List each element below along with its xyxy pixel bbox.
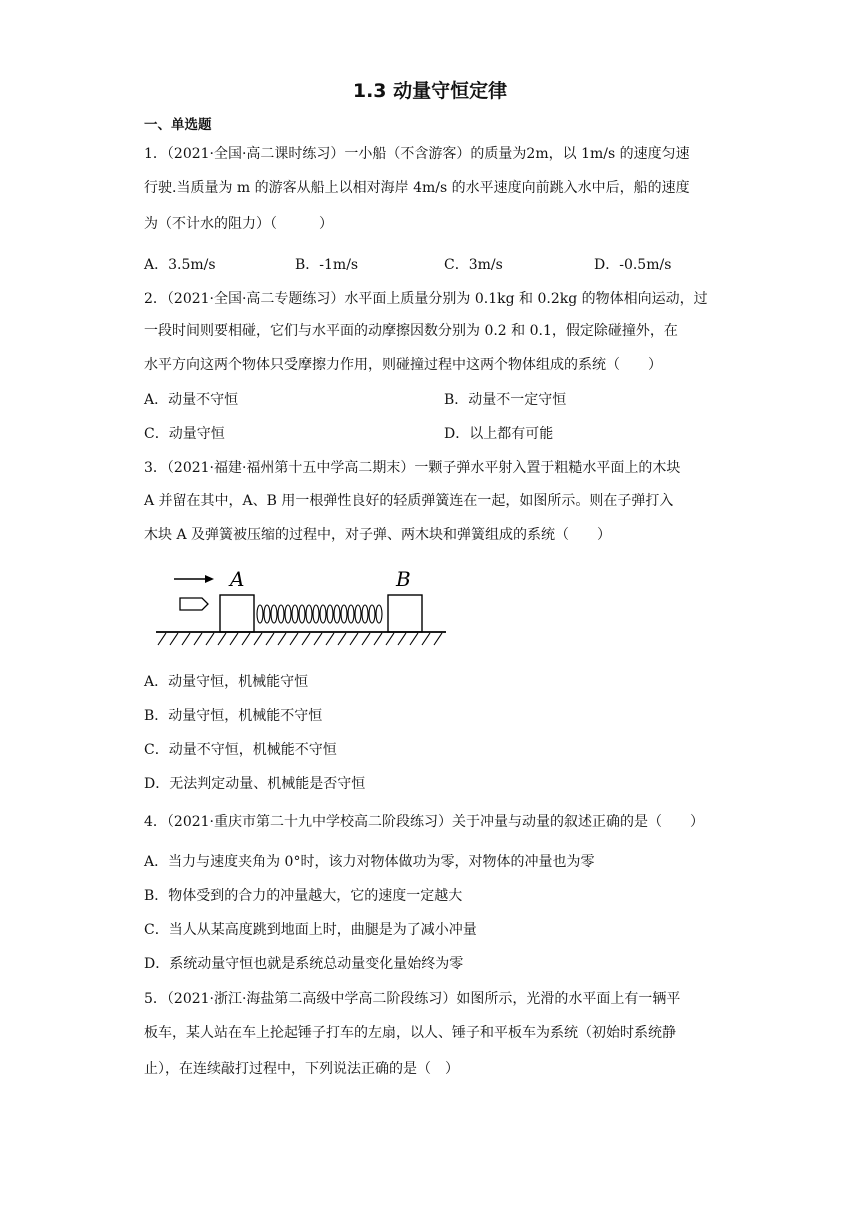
q2-line-3: 水平方向这两个物体只受摩擦力作用，则碰撞过程中这两个物体组成的系统（ ） (144, 357, 662, 373)
block-b (388, 595, 422, 632)
q1-line-2: 行驶.当质量为 m 的游客从船上以相对海岸 4m/s 的水平速度向前跳入水中后，船的速度 (144, 180, 690, 196)
q4-line-1: 4．（2021·重庆市第二十九中学校高二阶段练习）关于冲量与动量的叙述正确的是（ ） (144, 814, 704, 830)
q3-option-c: C．动量不守恒，机械能不守恒 (144, 742, 337, 758)
q1-line-3: 为（不计水的阻力）（ ） (144, 216, 333, 232)
q3-line-3: 木块 A 及弹簧被压缩的过程中，对子弹、两木块和弹簧组成的系统（ ） (144, 527, 612, 543)
ground-hatching (158, 633, 442, 645)
q5-line-3: 止），在连续敲打过程中，下列说法正确的是（ ） (144, 1061, 459, 1077)
bullet-shape (180, 598, 208, 610)
q2-line-1: 2．（2021·全国·高二专题练习）水平面上质量分别为 0.1kg 和 0.2kg 的物体相向运动，过 (144, 291, 708, 307)
q1-option-b: B．-1m/s (295, 257, 359, 273)
q2-option-a: A．动量不守恒 (144, 392, 239, 408)
spring-coil (257, 605, 382, 623)
q1-option-c: C．3m/s (444, 257, 503, 273)
q4-option-d: D．系统动量守恒也就是系统总动量变化量始终为零 (144, 956, 464, 972)
section-heading: 一、单选题 (144, 117, 212, 133)
spring-blocks-figure (152, 566, 452, 652)
q3-line-2: A 并留在其中，A、B 用一根弹性良好的轻质弹簧连在一起，如图所示。则在子弹打入 (144, 493, 674, 509)
block-a-label: A (230, 567, 245, 591)
q3-option-b: B．动量守恒，机械能不守恒 (144, 708, 323, 724)
q2-option-b: B．动量不一定守恒 (444, 392, 567, 408)
q1-option-d: D．-0.5m/s (594, 257, 672, 273)
q2-option-c: C．动量守恒 (144, 426, 225, 442)
page-title: 1.3 动量守恒定律 (352, 80, 508, 102)
arrow-head-icon (205, 575, 214, 583)
q3-option-a: A．动量守恒，机械能守恒 (144, 674, 309, 690)
q2-option-d: D．以上都有可能 (444, 426, 554, 442)
q2-line-2: 一段时间则要相碰，它们与水平面的动摩擦因数分别为 0.2 和 0.1，假定除碰撞外，在 (144, 323, 678, 339)
q1-option-a: A．3.5m/s (144, 257, 216, 273)
block-a (220, 595, 254, 632)
q1-line-1: 1．（2021·全国·高二课时练习）一小船（不含游客）的质量为2m，以 1m/s 的速度匀速 (144, 146, 690, 162)
block-b-label: B (396, 567, 411, 591)
q5-line-2: 板车，某人站在车上抡起锤子打车的左扇，以人、锤子和平板车为系统（初始时系统静 (144, 1025, 676, 1041)
q4-option-a: A．当力与速度夹角为 0°时，该力对物体做功为零，对物体的冲量也为零 (144, 854, 595, 870)
q3-option-d: D．无法判定动量、机械能是否守恒 (144, 776, 366, 792)
q5-line-1: 5．（2021·浙江·海盐第二高级中学高二阶段练习）如图所示，光滑的水平面上有一辆平 (144, 991, 681, 1007)
q3-line-1: 3．（2021·福建·福州第十五中学高二期末）一颗子弹水平射入置于粗糙水平面上的木块 (144, 460, 681, 476)
q4-option-b: B．物体受到的合力的冲量越大，它的速度一定越大 (144, 888, 463, 904)
q4-option-c: C．当人从某高度跳到地面上时，曲腿是为了减小冲量 (144, 922, 477, 938)
